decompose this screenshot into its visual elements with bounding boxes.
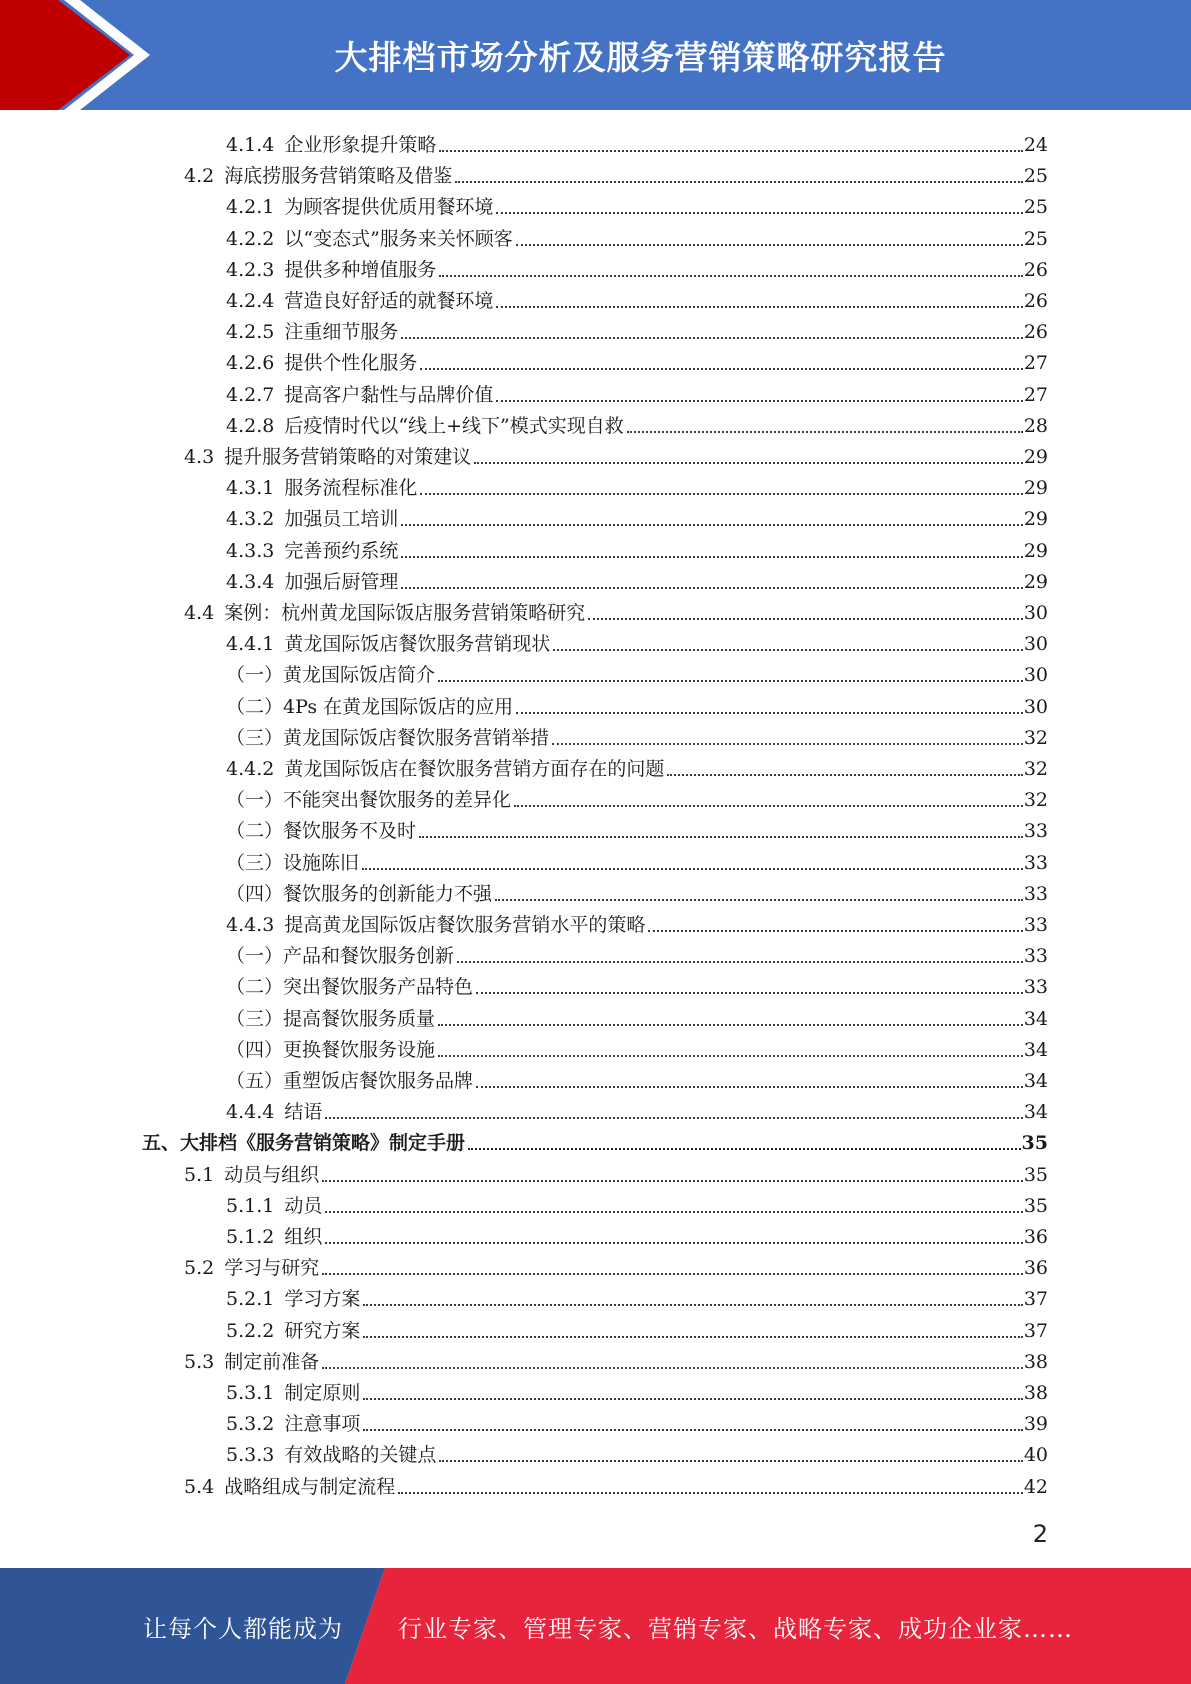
toc-entry-text: 注意事项 xyxy=(284,1413,361,1436)
toc-entry-page: 30 xyxy=(1023,633,1048,656)
toc-entry[interactable] xyxy=(226,937,1048,968)
toc-entry-label xyxy=(226,632,550,656)
toc-entry-page: 37 xyxy=(1023,1288,1048,1311)
toc-entry-label xyxy=(226,1069,473,1093)
toc-entry-label xyxy=(226,1225,322,1249)
toc-entry-number: 4.4.4 xyxy=(226,1101,275,1124)
toc-entry-text: 五、大排档《服务营销策略》制定手册 xyxy=(142,1132,466,1155)
toc-entry-page: 28 xyxy=(1023,414,1048,437)
toc-entry-page: 39 xyxy=(1023,1413,1048,1436)
toc-entry[interactable] xyxy=(226,126,1048,157)
toc-entry-number: 5.1.2 xyxy=(226,1226,275,1248)
dot-leader xyxy=(667,773,1022,776)
toc-entry-label xyxy=(184,1163,319,1187)
dot-leader xyxy=(439,274,1022,277)
toc-entry[interactable] xyxy=(226,251,1048,282)
toc-entry-page: 34 xyxy=(1023,1038,1048,1061)
toc-entry-text: （二）餐饮服务不及时 xyxy=(226,820,417,843)
toc-entry-text: 以“变态式”服务来关怀顾客 xyxy=(284,227,513,250)
toc-entry[interactable] xyxy=(226,656,1048,687)
dot-leader xyxy=(496,211,1022,214)
toc-entry-text: 案例：杭州黄龙国际饭店服务营销策略研究 xyxy=(224,602,586,624)
toc-entry-text: 学习与研究 xyxy=(224,1257,320,1280)
toc-entry-number: 5.2.2 xyxy=(226,1319,275,1342)
toc-entry-text: 加强员工培训 xyxy=(284,508,399,531)
toc-entry-number: 5.1 xyxy=(184,1163,215,1186)
toc-entry-number: 5.3.3 xyxy=(226,1444,275,1467)
toc-entry-label xyxy=(226,882,492,906)
toc-entry[interactable] xyxy=(226,1187,1048,1218)
toc-entry[interactable] xyxy=(226,875,1048,906)
toc-entry-page: 38 xyxy=(1023,1350,1048,1373)
toc-entry[interactable] xyxy=(226,563,1048,594)
toc-entry-text: （一）产品和餐饮服务创新 xyxy=(226,945,455,968)
footer-slogan-right: 行业专家、管理专家、营销专家、战略专家、成功企业家…… xyxy=(398,1614,1073,1643)
toc-entry-label xyxy=(226,507,398,531)
toc-entry-label xyxy=(226,227,513,251)
toc-entry-text: 提供多种增值服务 xyxy=(284,258,437,281)
toc-entry-label xyxy=(226,788,511,812)
toc-entry-text: 注重细节服务 xyxy=(284,321,399,344)
toc-entry[interactable] xyxy=(226,313,1048,344)
toc-entry-page: 34 xyxy=(1023,1101,1048,1124)
toc-entry-label xyxy=(226,351,417,375)
toc-entry-label xyxy=(142,1131,465,1155)
toc-entry-text: 战略组成与制定流程 xyxy=(224,1475,396,1498)
toc-entry-text: 后疫情时代以“线上+线下”模式实现自救 xyxy=(284,414,624,437)
dot-leader xyxy=(322,1366,1023,1369)
toc-entry-text: 黄龙国际饭店在餐饮服务营销方面存在的问题 xyxy=(284,758,665,780)
dot-leader xyxy=(457,960,1023,963)
dot-leader xyxy=(420,367,1022,370)
toc-entry[interactable] xyxy=(226,1280,1048,1311)
toc-entry-number: 4.3.1 xyxy=(226,477,275,500)
dot-leader xyxy=(401,555,1022,558)
toc-entry-label xyxy=(226,570,398,594)
toc-entry-text: 研究方案 xyxy=(284,1319,361,1342)
toc-entry-page: 33 xyxy=(1023,820,1048,843)
dot-leader xyxy=(363,1428,1022,1431)
toc-entry-number: 4.2 xyxy=(184,165,215,188)
toc-entry-text: （四）更换餐饮服务设施 xyxy=(226,1038,436,1061)
dot-leader xyxy=(439,149,1022,152)
page-number: 2 xyxy=(1032,1520,1048,1548)
toc-entry-label xyxy=(184,1256,319,1280)
dot-leader xyxy=(476,991,1023,994)
toc-entry-number: 4.4.1 xyxy=(226,633,275,656)
toc-entry-page: 35 xyxy=(1023,1194,1048,1217)
toc-entry-number: 4.3 xyxy=(184,446,215,468)
dot-leader xyxy=(363,1397,1022,1400)
toc-entry-page: 26 xyxy=(1023,258,1048,281)
dot-leader xyxy=(496,305,1022,308)
toc-entry-text: （一）黄龙国际饭店简介 xyxy=(226,664,436,687)
toc-entry[interactable] xyxy=(184,1156,1048,1187)
dot-leader xyxy=(552,742,1023,745)
toc-entry-label xyxy=(226,414,624,438)
toc-entry-page: 29 xyxy=(1023,508,1048,531)
toc-entry-page: 25 xyxy=(1023,227,1048,250)
dot-leader xyxy=(362,867,1023,870)
toc-entry-number: 5.1.1 xyxy=(226,1194,275,1217)
toc-entry[interactable] xyxy=(226,844,1048,875)
toc-entry-label xyxy=(226,695,513,719)
toc-entry-page: 30 xyxy=(1023,602,1048,624)
toc-entry-page: 37 xyxy=(1023,1319,1048,1342)
dot-leader xyxy=(363,1303,1022,1306)
toc-entry-label xyxy=(226,258,436,282)
toc-entry-label xyxy=(184,1350,319,1374)
toc-entry-page: 29 xyxy=(1023,570,1048,593)
dot-leader xyxy=(363,1335,1022,1338)
toc-entry-text: （一）不能突出餐饮服务的差异化 xyxy=(226,789,512,812)
dot-leader xyxy=(438,1054,1023,1057)
toc-entry-page: 32 xyxy=(1023,789,1048,812)
toc-entry-number: 4.2.1 xyxy=(226,196,275,219)
toc-entry-label xyxy=(226,383,493,407)
toc-entry-text: （二）突出餐饮服务产品特色 xyxy=(226,976,474,999)
toc-entry[interactable] xyxy=(226,532,1048,563)
toc-entry-page: 29 xyxy=(1023,539,1048,562)
toc-entry-text: （二）4Ps 在黄龙国际饭店的应用 xyxy=(226,695,514,718)
toc-entry-page: 34 xyxy=(1023,1070,1048,1092)
toc-entry-page: 36 xyxy=(1023,1226,1048,1248)
toc-entry-page: 27 xyxy=(1023,383,1048,406)
toc-entry-text: 企业形象提升策略 xyxy=(284,134,437,156)
toc-entry-number: 5.4 xyxy=(184,1475,215,1498)
toc-entry-number: 4.2.6 xyxy=(226,352,275,375)
toc-entry-label xyxy=(226,1381,360,1405)
toc-entry-number: 4.2.7 xyxy=(226,383,275,406)
toc-entry[interactable] xyxy=(226,1218,1048,1249)
dot-leader xyxy=(495,898,1023,901)
toc-entry[interactable] xyxy=(226,812,1048,843)
dot-leader xyxy=(401,523,1022,526)
document-title: 大排档市场分析及服务营销策略研究报告 xyxy=(334,37,947,77)
dot-leader xyxy=(325,1210,1022,1213)
toc-entry-page: 33 xyxy=(1023,914,1048,936)
toc-entry[interactable] xyxy=(226,688,1048,719)
toc-entry[interactable] xyxy=(226,220,1048,251)
toc-entry-text: （五）重塑饭店餐饮服务品牌 xyxy=(226,1070,474,1092)
toc-entry-label xyxy=(226,1319,360,1343)
dot-leader xyxy=(455,180,1023,183)
toc-entry-text: 完善预约系统 xyxy=(284,539,399,562)
toc-entry-text: （三）提高餐饮服务质量 xyxy=(226,1007,436,1030)
toc-entry-number: 4.3.4 xyxy=(226,570,275,593)
toc-entry-label xyxy=(226,1443,436,1467)
toc-entry[interactable] xyxy=(184,157,1048,188)
toc-entry-page: 30 xyxy=(1023,664,1048,687)
dot-leader xyxy=(496,399,1022,402)
dot-leader xyxy=(648,929,1022,932)
footer-slogan-left: 让每个人都能成为 xyxy=(143,1614,343,1643)
toc-entry-page: 33 xyxy=(1023,976,1048,999)
dot-leader xyxy=(553,648,1022,651)
toc-entry-number: 4.3.2 xyxy=(226,508,275,531)
toc-entry[interactable] xyxy=(226,282,1048,313)
toc-entry-text: 海底捞服务营销策略及借鉴 xyxy=(224,165,453,188)
toc-entry-page: 38 xyxy=(1023,1382,1048,1404)
toc-entry-text: 黄龙国际饭店餐饮服务营销现状 xyxy=(284,633,551,656)
toc-entry-text: 动员 xyxy=(284,1194,323,1217)
toc-entry[interactable] xyxy=(226,968,1048,999)
toc-entry-text: 提升服务营销策略的对策建议 xyxy=(224,446,472,468)
toc-entry-label xyxy=(226,1412,360,1436)
toc-entry[interactable] xyxy=(184,1468,1048,1499)
toc-entry-number: 4.2.3 xyxy=(226,258,275,281)
toc-entry-number: 4.3.3 xyxy=(226,539,275,562)
toc-entry-label xyxy=(226,726,549,750)
toc-entry-number: 4.1.4 xyxy=(226,134,275,156)
dot-leader xyxy=(401,336,1022,339)
toc-entry-page: 34 xyxy=(1023,1007,1048,1030)
toc-entry-text: 提高黄龙国际饭店餐饮服务营销水平的策略 xyxy=(284,914,646,936)
dot-leader xyxy=(322,1179,1023,1182)
toc-entry-label xyxy=(226,975,473,999)
toc-entry-label xyxy=(226,133,436,157)
toc-entry-page: 32 xyxy=(1023,726,1048,749)
toc-entry[interactable] xyxy=(226,407,1048,438)
toc-entry-label xyxy=(184,445,471,469)
dot-leader xyxy=(514,804,1023,807)
toc-entry-label xyxy=(226,1194,322,1218)
toc-entry-page: 36 xyxy=(1023,1257,1048,1280)
toc-entry[interactable] xyxy=(226,625,1048,656)
toc-entry[interactable] xyxy=(226,1000,1048,1031)
toc-entry-number: 4.2.5 xyxy=(226,321,275,344)
toc-entry-page: 33 xyxy=(1023,945,1048,968)
toc-entry[interactable] xyxy=(226,750,1048,781)
toc-entry-label xyxy=(226,663,435,687)
header-band xyxy=(0,0,1191,110)
dot-leader xyxy=(476,1085,1023,1088)
dot-leader xyxy=(325,1241,1022,1244)
toc-entry-label xyxy=(184,164,452,188)
toc-entry-text: （三）黄龙国际饭店餐饮服务营销举措 xyxy=(226,726,550,749)
dot-leader xyxy=(516,243,1023,246)
toc-entry-label xyxy=(226,944,454,968)
toc-entry-page: 42 xyxy=(1023,1475,1048,1498)
toc-entry[interactable] xyxy=(226,1093,1048,1124)
dot-leader xyxy=(474,461,1023,464)
chevron-arrow-icon xyxy=(0,0,160,110)
toc-entry-label xyxy=(226,1100,322,1124)
dot-leader xyxy=(438,1023,1023,1026)
toc-entry-label xyxy=(226,819,416,843)
toc-entry-number: 5.3.1 xyxy=(226,1382,275,1404)
dot-leader xyxy=(588,617,1023,620)
toc-entry-page: 35 xyxy=(1021,1132,1048,1155)
toc-entry-label xyxy=(226,1287,360,1311)
toc-entry-label xyxy=(226,539,398,563)
footer-band xyxy=(0,1568,1191,1684)
toc-entry-label xyxy=(184,1475,395,1499)
toc-entry-number: 4.2.2 xyxy=(226,227,275,250)
toc-entry-page: 26 xyxy=(1023,290,1048,312)
toc-entry-page: 27 xyxy=(1023,352,1048,375)
toc-entry-label xyxy=(226,289,493,313)
toc-entry-label xyxy=(226,1007,435,1031)
toc-entry-number: 4.4.3 xyxy=(226,914,275,936)
toc-entry[interactable] xyxy=(184,1343,1048,1374)
toc-entry-page: 40 xyxy=(1023,1444,1048,1467)
toc-entry-number: 5.2 xyxy=(184,1257,215,1280)
toc-entry[interactable] xyxy=(226,1374,1048,1405)
dot-leader xyxy=(516,711,1023,714)
toc-entry[interactable] xyxy=(226,376,1048,407)
toc-entry[interactable] xyxy=(226,500,1048,531)
toc-entry[interactable] xyxy=(226,469,1048,500)
toc-entry-text: 为顾客提供优质用餐环境 xyxy=(284,196,494,219)
toc-entry[interactable] xyxy=(226,719,1048,750)
toc-entry[interactable] xyxy=(226,781,1048,812)
toc-entry-text: （四）餐饮服务的创新能力不强 xyxy=(226,882,493,905)
toc-entry-text: 提供个性化服务 xyxy=(284,352,418,375)
toc-entry[interactable] xyxy=(184,594,1048,625)
toc-entry-label xyxy=(226,913,645,937)
dot-leader xyxy=(322,1272,1023,1275)
toc-entry-page: 25 xyxy=(1023,165,1048,188)
toc-entry-text: 提高客户黏性与品牌价值 xyxy=(284,383,494,406)
dot-leader xyxy=(439,1459,1022,1462)
toc-entry-page: 32 xyxy=(1023,758,1048,780)
toc-entry-page: 24 xyxy=(1023,134,1048,156)
toc-entry-page: 25 xyxy=(1023,196,1048,219)
toc-entry-page: 29 xyxy=(1023,446,1048,468)
toc-entry-number: 4.2.8 xyxy=(226,414,275,437)
toc-entry-text: 服务流程标准化 xyxy=(284,477,418,500)
dot-leader xyxy=(419,835,1023,838)
toc-entry-page: 26 xyxy=(1023,321,1048,344)
toc-entry-page: 35 xyxy=(1023,1163,1048,1186)
toc-entry[interactable] xyxy=(142,1124,1048,1155)
toc-entry[interactable] xyxy=(184,1249,1048,1280)
toc-entry-number: 5.3 xyxy=(184,1350,215,1373)
dot-leader xyxy=(325,1116,1022,1119)
toc-entry-text: 组织 xyxy=(284,1226,323,1248)
toc-entry[interactable] xyxy=(226,1312,1048,1343)
toc-entry-label xyxy=(226,195,493,219)
toc-entry[interactable] xyxy=(226,1405,1048,1436)
toc-entry-label xyxy=(226,1038,435,1062)
dot-leader xyxy=(627,430,1023,433)
toc-entry[interactable] xyxy=(226,344,1048,375)
toc-entry-page: 30 xyxy=(1023,695,1048,718)
toc-entry-page: 33 xyxy=(1023,882,1048,905)
toc-entry-text: 结语 xyxy=(284,1101,323,1124)
dot-leader xyxy=(401,586,1022,589)
toc-entry[interactable] xyxy=(226,906,1048,937)
toc-entry-number: 4.2.4 xyxy=(226,290,275,312)
toc-entry-text: 动员与组织 xyxy=(224,1163,320,1186)
toc-entry-number: 5.3.2 xyxy=(226,1413,275,1436)
toc-entry-text: （三）设施陈旧 xyxy=(226,851,360,874)
toc-entry-label xyxy=(226,476,417,500)
toc-entry-text: 有效战略的关键点 xyxy=(284,1444,437,1467)
toc-entry-label xyxy=(226,851,359,875)
toc-entry-label xyxy=(184,601,585,625)
toc-entry-label xyxy=(226,320,398,344)
toc-entry-number: 4.4.2 xyxy=(226,758,275,780)
toc-entry-number: 4.4 xyxy=(184,602,215,624)
toc-entry[interactable] xyxy=(226,188,1048,219)
toc-entry-text: 学习方案 xyxy=(284,1288,361,1311)
toc-entry-text: 制定前准备 xyxy=(224,1350,320,1373)
toc-entry[interactable] xyxy=(184,438,1048,469)
dot-leader xyxy=(438,679,1023,682)
toc-entry-text: 制定原则 xyxy=(284,1382,361,1404)
toc-entry-number: 5.2.1 xyxy=(226,1288,275,1311)
toc-entry[interactable] xyxy=(226,1031,1048,1062)
toc-entry-text: 营造良好舒适的就餐环境 xyxy=(284,290,494,312)
toc-entry-page: 29 xyxy=(1023,477,1048,500)
toc-entry-label xyxy=(226,757,664,781)
dot-leader xyxy=(468,1147,1021,1150)
dot-leader xyxy=(398,1491,1023,1494)
toc-entry-text: 加强后厨管理 xyxy=(284,570,399,593)
toc-entry[interactable] xyxy=(226,1062,1048,1093)
toc-entry[interactable] xyxy=(226,1436,1048,1467)
toc-entry-page: 33 xyxy=(1023,851,1048,874)
dot-leader xyxy=(420,492,1022,495)
